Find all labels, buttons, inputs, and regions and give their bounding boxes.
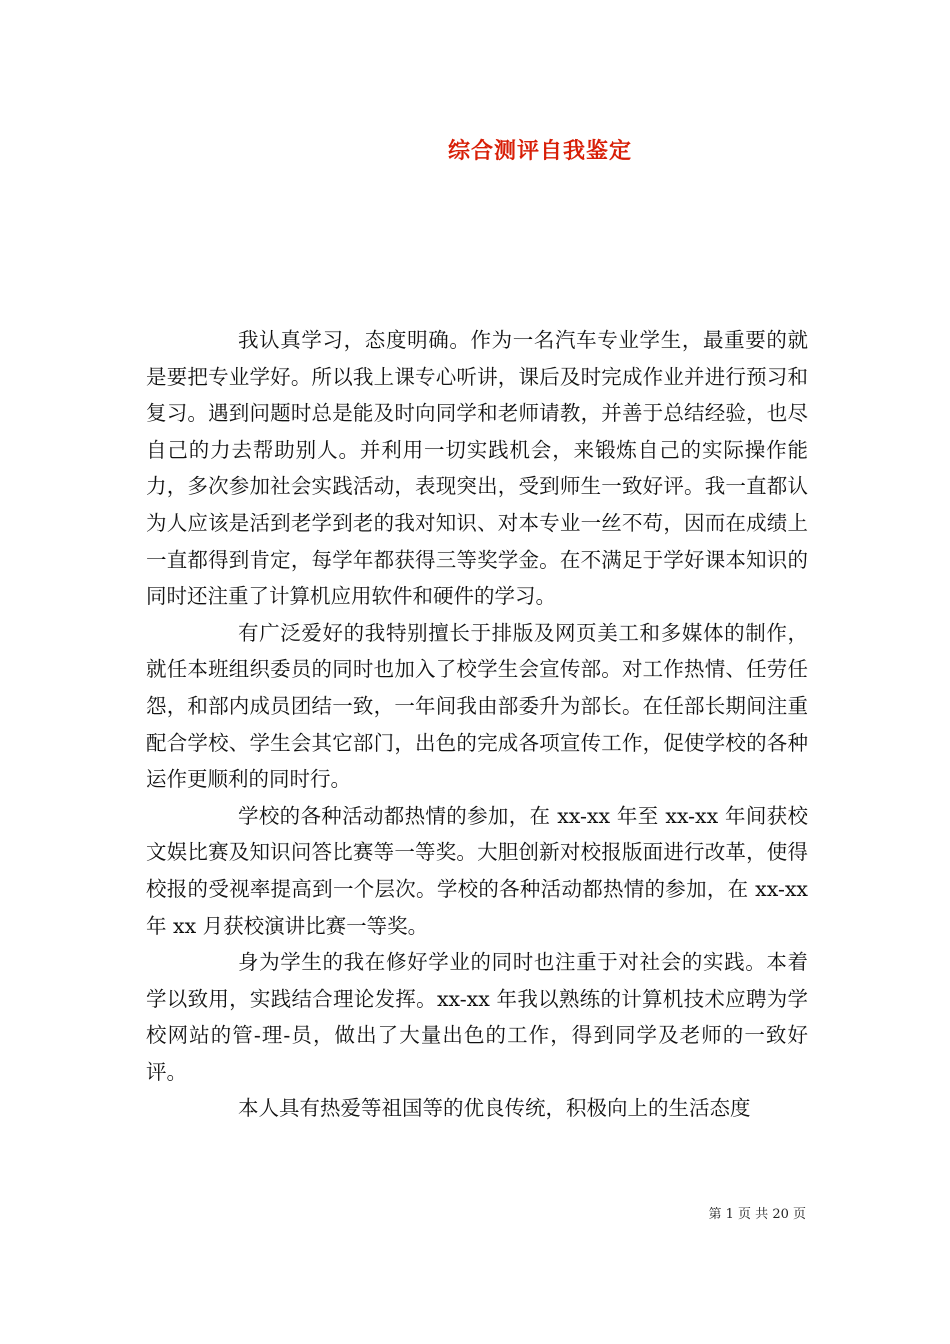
paragraph-study: 我认真学习，态度明确。作为一名汽车专业学生，最重要的就是要把专业学好。所以我上课专心听讲，课后及时完成作业并进行预习和复习。遇到问题时总是能及时向同学和老师请教，并善于总结经验，也尽自己的力去帮助别人。并利用一切实践机会，来锻炼自己的实际操作能力，多次参加社会实践活动，表现突出，受到师生一致好评。我一直都认为人应该是活到老学到老的我对知识、对本专业一丝不苟，因而在成绩上一直都得到肯定，每学年都获得三等奖学金。在不满足于学好课本知识的同时还注重了计算机应用软件和硬件的学习。 [146,328,808,609]
page-number-label: 第 1 页 共 20 页 [708,1207,806,1222]
paragraph-character: 本人具有热爱等祖国等的优良传统，积极向上的生活态度 [238,1096,751,1121]
document-title: 综合测评自我鉴定 [447,138,632,164]
paragraph-social-practice: 身为学生的我在修好学业的同时也注重于对社会的实践。本着学以致用，实践结合理论发挥。xx-xx 年我以熟练的计算机技术应聘为学校网站的管-理-员，做出了大量出色的工作，得到同学及老师的一致好评。 [146,950,808,1084]
paragraph-activities: 学校的各种活动都热情的参加，在 xx-xx 年至 xx-xx 年间获校文娱比赛及知识问答比赛等一等奖。大胆创新对校报版面进行改革，使得校报的受视率提高到一个层次。学校的各种活动都热情的参加，在 xx-xx 年 xx 月获校演讲比赛一等奖。 [146,803,808,938]
document-body [146,322,808,1127]
page-number-footer [0,1203,806,1222]
paragraph-hobbies: 有广泛爱好的我特别擅长于排版及网页美工和多媒体的制作，就任本班组织委员的同时也加入了校学生会宣传部。对工作热情、任劳任怨，和部内成员团结一致，一年间我由部委升为部长。在任部长期间注重配合学校、学生会其它部门，出色的完成各项宣传工作，促使学校的各种运作更顺利的同时行。 [146,620,808,792]
